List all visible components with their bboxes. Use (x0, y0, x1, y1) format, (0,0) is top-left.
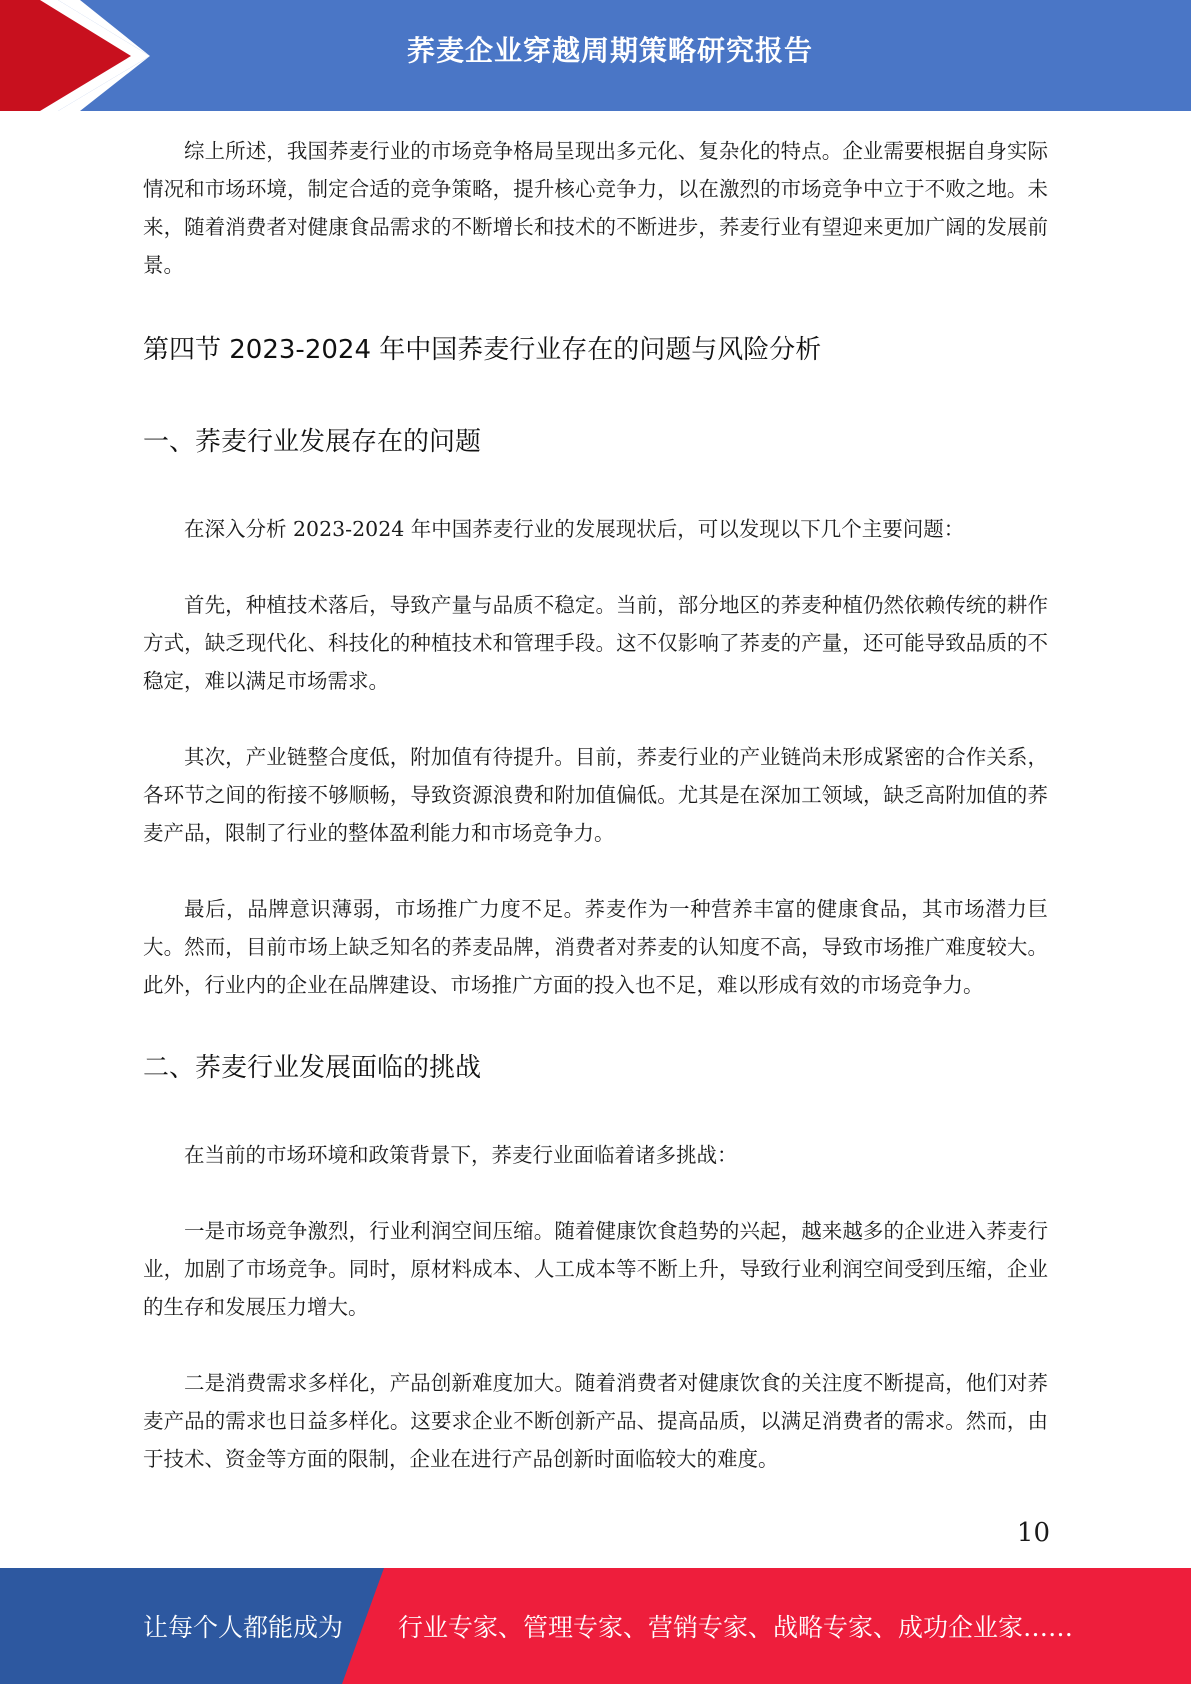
page-header (0, 0, 1191, 111)
footer-slogan-left: 让每个人都能成为 (143, 1613, 344, 1642)
section-heading: 第四节 2023-2024 年中国荞麦行业存在的问题与风险分析 (143, 335, 822, 365)
challenges-paragraph-2: 二是消费需求多样化，产品创新难度加大。随着消费者对健康饮食的关注度不断提高，他们对荞麦产品的需求也日益多样化。这要求企业不断创新产品、提高品质，以满足消费者的需求。然而，由于技术、资金等方面的限制，企业在进行产品创新时面临较大的难度。 (143, 1371, 1048, 1471)
subsection-heading-problems: 一、荞麦行业发展存在的问题 (143, 427, 482, 457)
problems-paragraph-1: 首先，种植技术落后，导致产量与品质不稳定。当前，部分地区的荞麦种植仍然依赖传统的耕作方式，缺乏现代化、科技化的种植技术和管理手段。这不仅影响了荞麦的产量，还可能导致品质的不稳定，难以满足市场需求。 (143, 593, 1048, 693)
challenges-lead-paragraph: 在当前的市场环境和政策背景下，荞麦行业面临着诸多挑战： (184, 1143, 738, 1167)
footer-slogan-right: 行业专家、管理专家、营销专家、战略专家、成功企业家…… (398, 1613, 1074, 1642)
intro-paragraph: 综上所述，我国荞麦行业的市场竞争格局呈现出多元化、复杂化的特点。企业需要根据自身实际情况和市场环境，制定合适的竞争策略，提升核心竞争力，以在激烈的市场竞争中立于不败之地。未来，随着消费者对健康食品需求的不断增长和技术的不断进步，荞麦行业有望迎来更加广阔的发展前景。 (143, 139, 1048, 277)
report-title: 荞麦企业穿越周期策略研究报告 (406, 34, 813, 67)
problems-lead-paragraph: 在深入分析 2023-2024 年中国荞麦行业的发展现状后，可以发现以下几个主要问题： (184, 517, 965, 541)
page-number: 10 (1016, 1518, 1050, 1548)
document-body (143, 132, 1048, 1478)
subsection-heading-challenges: 二、荞麦行业发展面临的挑战 (143, 1053, 482, 1083)
problems-paragraph-3: 最后，品牌意识薄弱，市场推广力度不足。荞麦作为一种营养丰富的健康食品，其市场潜力巨大。然而，目前市场上缺乏知名的荞麦品牌，消费者对荞麦的认知度不高，导致市场推广难度较大。此外，行业内的企业在品牌建设、市场推广方面的投入也不足，难以形成有效的市场竞争力。 (143, 897, 1048, 997)
page-footer (0, 1568, 1191, 1684)
problems-paragraph-2: 其次，产业链整合度低，附加值有待提升。目前，荞麦行业的产业链尚未形成紧密的合作关系，各环节之间的衔接不够顺畅，导致资源浪费和附加值偏低。尤其是在深加工领域，缺乏高附加值的荞麦产品，限制了行业的整体盈利能力和市场竞争力。 (143, 745, 1048, 845)
header-arrow-decoration (0, 0, 160, 111)
challenges-paragraph-1: 一是市场竞争激烈，行业利润空间压缩。随着健康饮食趋势的兴起，越来越多的企业进入荞麦行业，加剧了市场竞争。同时，原材料成本、人工成本等不断上升，导致行业利润空间受到压缩，企业的生存和发展压力增大。 (143, 1219, 1048, 1319)
